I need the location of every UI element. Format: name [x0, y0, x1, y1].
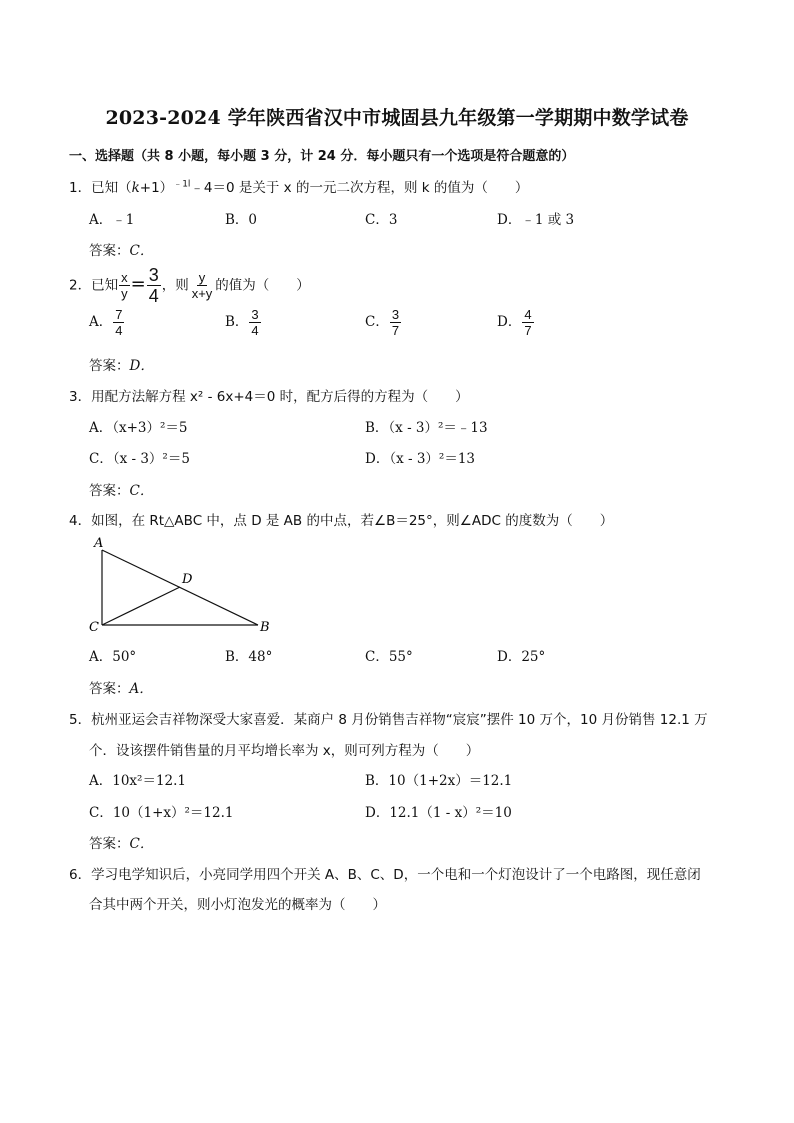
q3-option-c: C．（x - 3）²＝5: [89, 451, 190, 467]
q2-option-d: D． $\frac{4}{7}$: [497, 307, 532, 338]
q2-option-a: A． $\frac{7}{4}$: [89, 307, 123, 338]
q4-answer: 答案：A．: [89, 681, 153, 697]
label-d: D: [182, 572, 193, 587]
segment-cd: [102, 587, 180, 625]
label-c: C: [89, 620, 99, 635]
q2-fraction-3-over-4: $\frac{3}{4}$: [148, 265, 159, 306]
q3-option-a: A．（x+3）²＝5: [89, 420, 188, 436]
q1-option-c: C．3: [365, 212, 398, 228]
q4-option-d: D．25°: [497, 649, 546, 665]
question-2-stem: 2．已知 $\frac{x}{y}$ = $\frac{3}{4}$ ，则 $\frac{y}{x+y}$ 的值为（ ）: [69, 265, 310, 306]
q1-k: k: [131, 180, 140, 196]
q5-option-a: A．10x²＝12.1: [89, 773, 187, 789]
q1-prefix: 1．已知（: [69, 180, 132, 196]
q1-option-d: D．﹣1 或 3: [497, 212, 575, 228]
question-4-stem: 4．如图，在 Rt△ABC 中，点 D 是 AB 的中点，若∠B＝25°，则∠ADC 的度数为（ ）: [69, 513, 614, 529]
q5-option-d: D．12.1（1 - x）²＝10: [365, 805, 512, 821]
q5-option-b: B．10（1+2x）＝12.1: [365, 773, 513, 789]
q1-option-a: A．﹣1: [89, 212, 135, 228]
q3-answer: 答案：C．: [89, 483, 154, 499]
q2-option-c: C． $\frac{3}{7}$: [365, 307, 400, 338]
q1-answer: 答案：C．: [89, 243, 154, 259]
label-a: A: [94, 536, 104, 551]
q2-fraction-y-over-xy: $\frac{y}{x+y}$: [191, 270, 213, 301]
q3-option-d: D．（x - 3）²＝13: [365, 451, 476, 467]
q5-answer: 答案：C．: [89, 836, 154, 852]
q2-answer: 答案：D．: [89, 358, 154, 374]
q2-option-b: B． $\frac{3}{4}$: [225, 307, 259, 338]
page-title: 2023-2024 学年陕西省汉中市城固县九年级第一学期期中数学试卷: [105, 107, 689, 129]
q4-option-c: C．55°: [365, 649, 413, 665]
question-5-line-1: 5．杭州亚运会吉祥物深受大家喜爱．某商户 8 月份销售吉祥物“宸宸”摆件 10 万个，10 月份销售 12.1 万: [69, 712, 708, 728]
q2-fraction-x-over-y: $\frac{x}{y}$: [121, 270, 128, 301]
q1-sup: ﹣1l: [173, 179, 191, 190]
q4-option-a: A．50°: [89, 649, 137, 665]
q4-option-b: B．48°: [225, 649, 273, 665]
question-3-stem: 3．用配方法解方程 x² - 6x+4＝0 时，配方后得的方程为（ ）: [69, 389, 469, 405]
q5-option-c: C．10（1+x）²＝12.1: [89, 805, 234, 821]
question-6-line-2: 合其中两个开关，则小灯泡发光的概率为（ ）: [89, 897, 386, 913]
section-heading: 一、选择题（共 8 小题，每小题 3 分，计 24 分．每小题只有一个选项是符合题意的）: [69, 149, 575, 164]
q1-mid: +1）: [139, 180, 174, 196]
q1-option-b: B．0: [225, 212, 258, 228]
label-b: B: [260, 620, 270, 635]
q3-option-b: B．（x - 3）²＝﹣13: [365, 420, 488, 436]
triangle-figure: [86, 532, 286, 638]
question-6-line-1: 6．学习电学知识后，小亮同学用四个开关 A、B、C、D，一个电和一个灯泡设计了一个电路图，现任意闭: [69, 867, 701, 883]
question-1-stem: [69, 176, 528, 196]
q1-rest: ﹣4＝0 是关于 x 的一元二次方程，则 k 的值为（ ）: [190, 180, 529, 196]
question-5-line-2: 个．设该摆件销售量的月平均增长率为 x，则可列方程为（ ）: [89, 743, 480, 759]
